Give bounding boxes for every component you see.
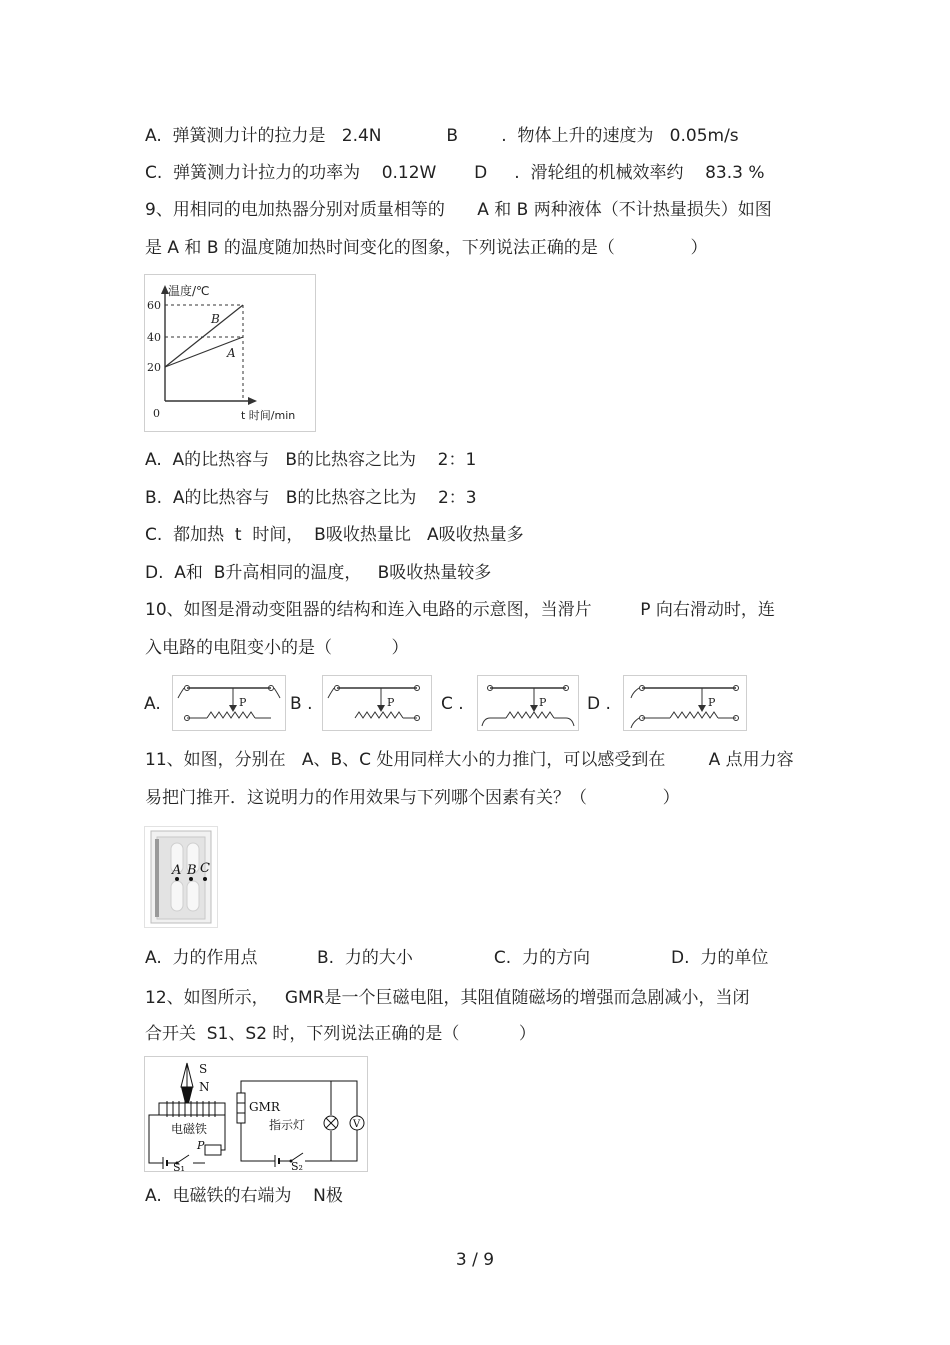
q11-stem-line2: 易把门推开．这说明力的作用效果与下列哪个因素有关？（ ） (145, 788, 680, 808)
s-pole-label: S (199, 1062, 208, 1076)
q9-option-a: A. A的比热容与 B的比热容之比为 2：1 (145, 450, 477, 470)
slider-p-label: P (539, 696, 547, 709)
q11-door-figure (144, 826, 218, 928)
q10-rheostat-b (322, 675, 432, 731)
slider-p-label: P (197, 1139, 205, 1152)
slider-p-label: P (387, 696, 395, 709)
y-axis-label: 温度/℃ (168, 284, 210, 298)
q9-option-b: B. A的比热容与 B的比热容之比为 2：3 (145, 488, 477, 508)
point-a-label: A (172, 863, 182, 878)
q9-option-d: D. A和 B升高相同的温度， B吸收热量较多 (145, 563, 492, 583)
n-pole-label: N (199, 1080, 210, 1094)
q12-option-a: A. 电磁铁的右端为 N极 (145, 1186, 343, 1206)
q9-temperature-graph (144, 274, 316, 432)
voltmeter-label: V (353, 1119, 361, 1130)
page-number: 3 / 9 (455, 1250, 495, 1270)
y-tick-40: 40 (147, 331, 161, 344)
q8-option-c-d: C. 弹簧测力计拉力的功率为 0.12W D . 滑轮组的机械效率约 83.3 % (145, 163, 765, 183)
q8-option-a-b: A. 弹簧测力计的拉力是 2.4N B . 物体上升的速度为 0.05m/s (145, 126, 739, 146)
slider-p-label: P (708, 696, 716, 709)
q11-stem-line1: 11、如图，分别在 A、B、C 处用同样大小的力推门，可以感受到在 A 点用力容 (145, 750, 794, 770)
q10-stem-line1: 10、如图是滑动变阻器的结构和连入电路的示意图，当滑片 P 向右滑动时，连 (145, 600, 775, 620)
q10-label-c: C . (441, 694, 464, 714)
y-tick-60: 60 (147, 299, 161, 312)
q9-stem-line1: 9、用相同的电加热器分别对质量相等的 A 和 B 两种液体（不计热量损失）如图 (145, 200, 772, 220)
q12-gmr-circuit (144, 1056, 368, 1172)
line-a-label: A (227, 346, 236, 360)
switch-s1-label: S₁ (173, 1161, 185, 1171)
q9-stem-line2: 是 A 和 B 的温度随加热时间变化的图象，下列说法正确的是（ ） (145, 238, 708, 258)
line-b-label: B (211, 312, 220, 326)
q9-option-c: C. 都加热 t 时间， B吸收热量比 A吸收热量多 (145, 525, 524, 545)
q10-label-b: B . (290, 694, 313, 714)
y-tick-20: 20 (147, 361, 161, 374)
q12-stem-line1: 12、如图所示， GMR是一个巨磁电阻，其阻值随磁场的增强而急剧减小，当闭 (145, 988, 750, 1008)
q11-options: A. 力的作用点 B. 力的大小 C. 力的方向 D. 力的单位 (145, 948, 769, 968)
q10-label-d: D . (587, 694, 611, 714)
origin-label: 0 (153, 407, 160, 420)
electromagnet-label: 电磁铁 (171, 1122, 208, 1136)
slider-p-label: P (239, 696, 247, 709)
q10-label-a: A. (144, 694, 161, 714)
x-axis-label: t 时间/min (241, 409, 296, 422)
q10-rheostat-c (477, 675, 579, 731)
q10-rheostat-d (623, 675, 747, 731)
q12-stem-line2: 合开关 S1、S2 时，下列说法正确的是（ ） (145, 1024, 536, 1044)
indicator-lamp-label: 指示灯 (269, 1118, 306, 1132)
q10-stem-line2: 入电路的电阻变小的是（ ） (145, 638, 409, 658)
gmr-label: GMR (249, 1100, 280, 1114)
point-b-label: B (187, 863, 197, 878)
point-c-label: C (200, 861, 210, 876)
switch-s2-label: S₂ (291, 1160, 303, 1171)
q10-rheostat-a (172, 675, 286, 731)
